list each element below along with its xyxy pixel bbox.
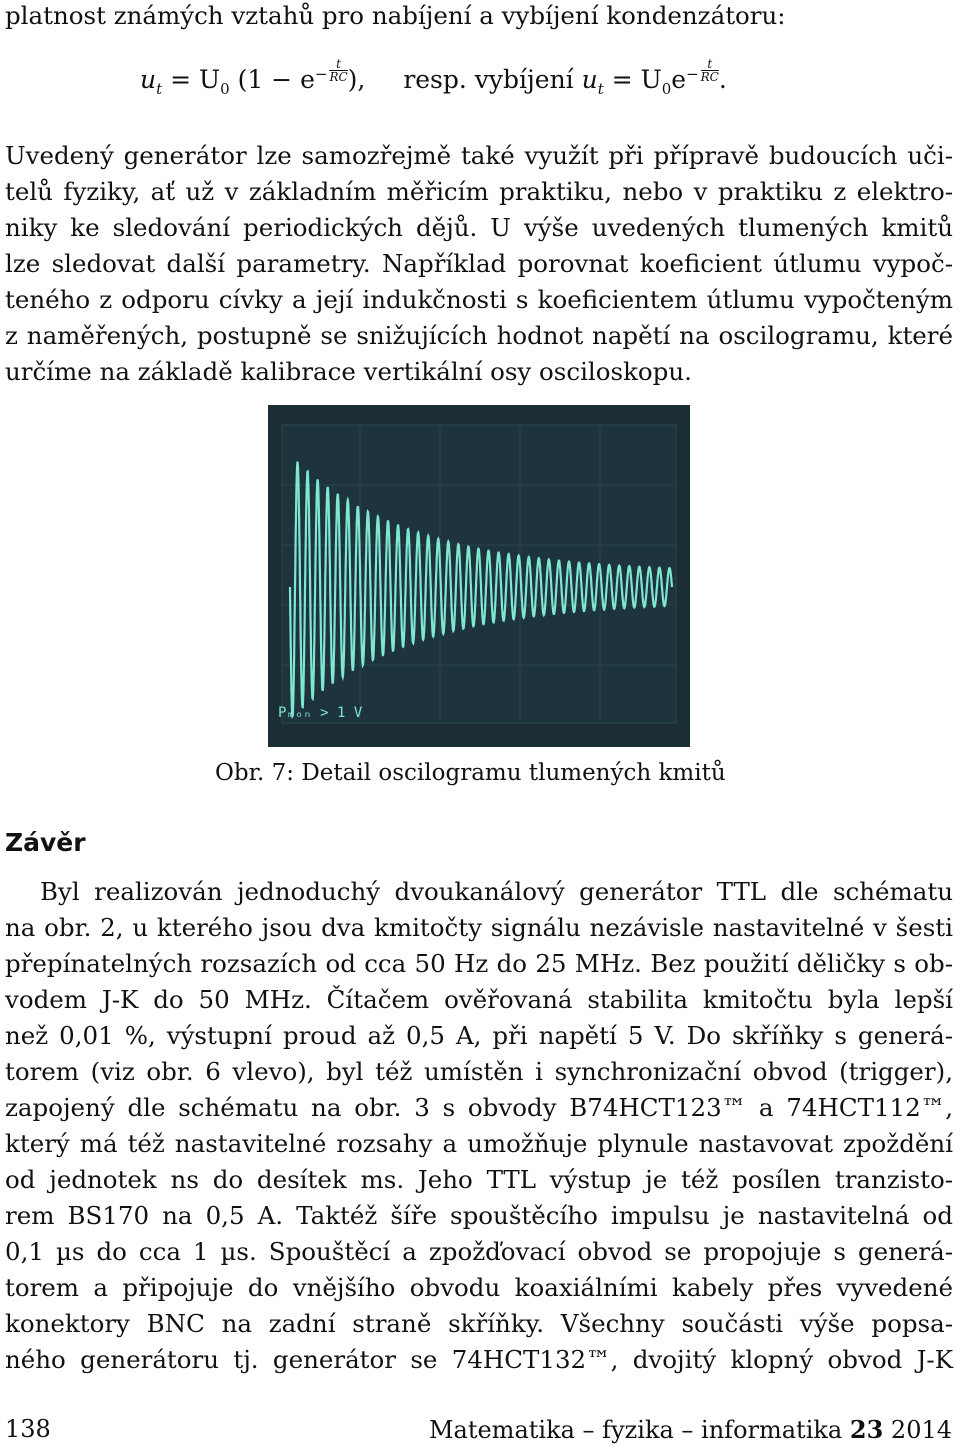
journal-title: Matematika – fyzika – informatika bbox=[428, 1416, 843, 1444]
paragraph-line: telů fyziky, ať už v základním měřicím praktiku, nebo v praktiku z elektro- bbox=[5, 177, 953, 206]
paragraph-line: než 0,01 %, výstupní proud až 0,5 A, při napětí 5 V. Do skříňky s generá- bbox=[5, 1021, 953, 1050]
paragraph-line: torem (viz obr. 6 vlevo), byl též umístěn i synchronizační obvod (trigger), bbox=[5, 1057, 953, 1086]
paragraph-line: zapojený dle schématu na obr. 3 s obvody B74HCT123™ a 74HCT112™, bbox=[5, 1093, 953, 1122]
capacitor-formula: $u_t = U_0$ (1 − e− $\frac{t}{RC}$ ), resp. vybíjení $u_t = U_0e^-$ $\frac{t}{RC}$ . bbox=[140, 57, 727, 99]
paragraph-line: přepínatelných rozsazích od cca 50 Hz do 25 MHz. Bez použití děličky s ob- bbox=[5, 949, 953, 978]
section-title: Závěr bbox=[5, 828, 86, 857]
paragraph-line: Byl realizován jednoduchý dvoukanálový generátor TTL dle schématu bbox=[40, 877, 953, 906]
paragraph-line: od jednotek ns do desítek ms. Jeho TTL výstup je též posílen tranzisto- bbox=[5, 1165, 953, 1194]
page-number: 138 bbox=[5, 1415, 51, 1443]
oscilloscope-photo bbox=[268, 405, 690, 747]
paragraph-line: ného generátoru tj. generátor se 74HCT132™, dvojitý klopný obvod J-K bbox=[5, 1345, 953, 1374]
paragraph-line: teného z odporu cívky a její indukčnosti s koeficientem útlumu vypočteným bbox=[5, 285, 953, 314]
paragraph-line: určíme na základě kalibrace vertikální osy osciloskopu. bbox=[5, 357, 692, 386]
paragraph-line: rem BS170 na 0,5 A. Taktéž šíře spouštěcího impulsu je nastavitelná od bbox=[5, 1201, 953, 1230]
paragraph-line: niky ke sledování periodických dějů. U výše uvedených tlumených kmitů bbox=[5, 213, 953, 242]
oscilloscope-label: Pₘₒₙ > 1 V bbox=[278, 705, 363, 721]
paragraph-line: torem a připojuje do vnějšího obvodu koaxiálními kabely přes vyvedené bbox=[5, 1273, 953, 1302]
intro-text: platnost známých vztahů pro nabíjení a vybíjení kondenzátoru: bbox=[5, 1, 786, 30]
paragraph-line: 0,1 µs do cca 1 µs. Spouštěcí a zpožďovací obvod se propojuje s generá- bbox=[5, 1237, 953, 1266]
journal-volume: 23 bbox=[849, 1415, 884, 1444]
paragraph-line: který má též nastavitelné rozsahy a umožňuje plynule nastavovat zpoždění bbox=[5, 1129, 953, 1158]
paragraph-line: vodem J-K do 50 MHz. Čítačem ověřovaná stabilita kmitočtu byla lepší bbox=[5, 985, 953, 1014]
paragraph-line: Uvedený generátor lze samozřejmě také využít při přípravě budoucích uči- bbox=[5, 141, 953, 170]
paragraph-line: na obr. 2, u kterého jsou dva kmitočty signálu nezávisle nastavitelné v šesti bbox=[5, 913, 953, 942]
paragraph-line: lze sledovat další parametry. Například porovnat koeficient útlumu vypoč- bbox=[5, 249, 953, 278]
oscillogram bbox=[268, 405, 690, 747]
paragraph-line: z naměřených, postupně se snižujících hodnot napětí na oscilogramu, které bbox=[5, 321, 953, 350]
figure-caption: Obr. 7: Detail oscilogramu tlumených kmitů bbox=[215, 760, 726, 786]
journal-footer bbox=[429, 1415, 952, 1444]
paragraph-line: konektory BNC na zadní straně skříňky. Všechny součásti výše popsa- bbox=[5, 1309, 953, 1338]
journal-year: 2014 bbox=[890, 1416, 952, 1444]
